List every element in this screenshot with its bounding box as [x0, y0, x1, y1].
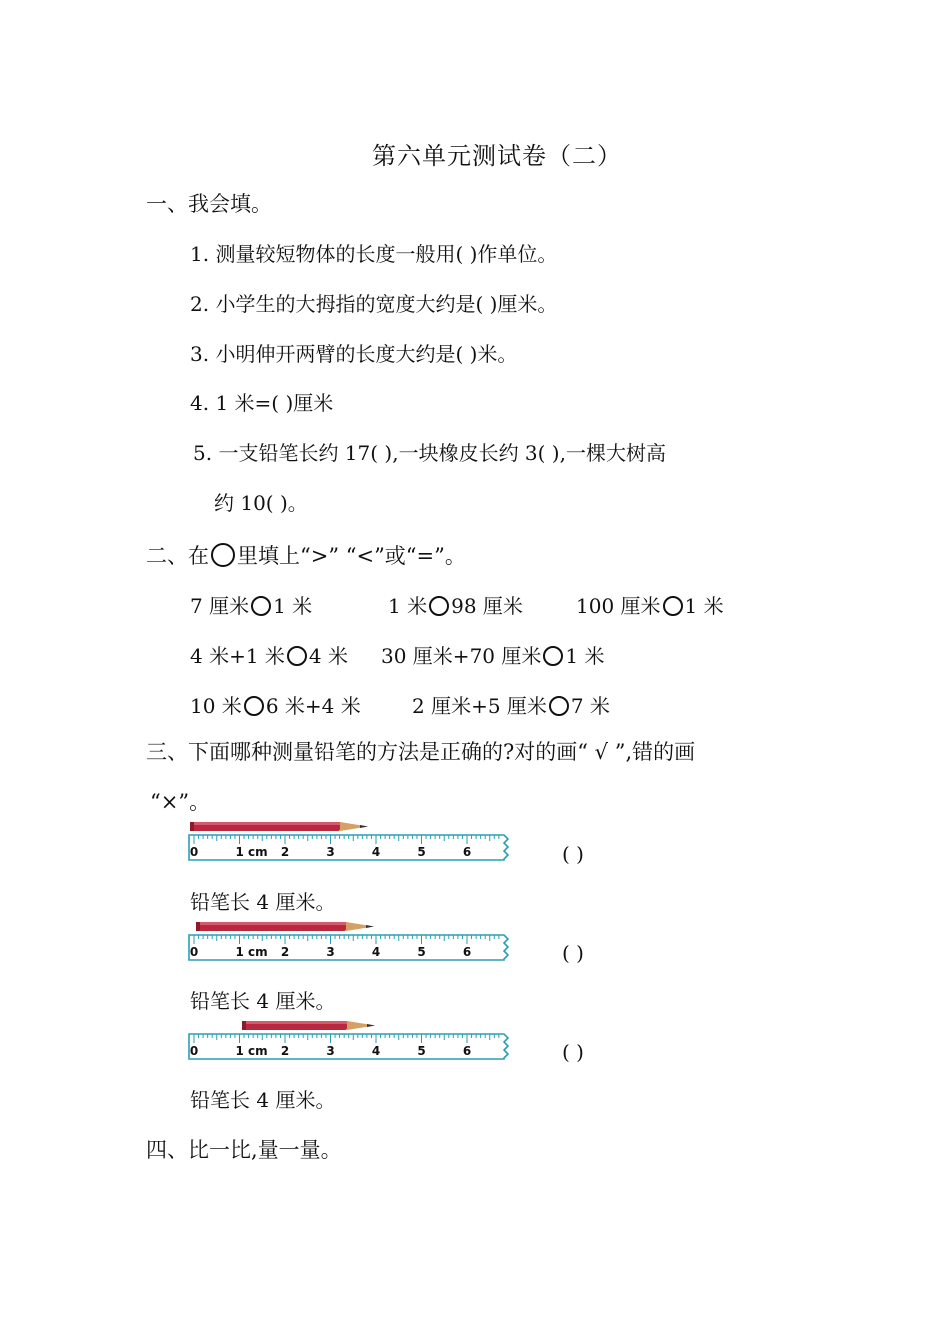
answer-circle[interactable]	[543, 646, 563, 666]
section3-heading: 三、下面哪种测量铅笔的方法是正确的?对的画“ √ ”,错的画	[146, 740, 696, 764]
answer-circle[interactable]	[287, 646, 307, 666]
compare-left: 1 米	[388, 594, 428, 618]
caption-3: 铅笔长 4 厘米。	[190, 1088, 336, 1112]
section1-heading: 一、我会填。	[146, 192, 272, 216]
compare-right: 98 厘米	[451, 594, 523, 618]
ruler-label: 1 cm	[235, 1044, 268, 1058]
answer-circle[interactable]	[251, 596, 271, 616]
compare-item	[190, 640, 348, 669]
ruler-label: 5	[417, 845, 426, 859]
ruler-label: 5	[417, 945, 426, 959]
answer-paren-2[interactable]: ( )	[562, 941, 584, 965]
ruler-label: 6	[462, 845, 472, 859]
compare-item	[381, 640, 604, 669]
ruler-label: 0	[189, 845, 199, 859]
ruler-label: 5	[417, 1044, 426, 1058]
ruler	[189, 935, 508, 960]
answer-paren-1[interactable]: ( )	[562, 842, 584, 866]
page-title: 第六单元测试卷（二）	[372, 142, 622, 170]
compare-left: 4 米+1 米	[190, 644, 285, 668]
section2-heading-pre: 二、在	[146, 544, 209, 568]
compare-item	[190, 590, 312, 619]
question-1: 1. 测量较短物体的长度一般用( )作单位。	[190, 242, 558, 266]
ruler-label: 6	[462, 1044, 472, 1058]
ruler-label: 2	[280, 1044, 290, 1058]
answer-circle[interactable]	[663, 596, 683, 616]
ruler-label: 0	[189, 945, 199, 959]
ruler-pencil-svg	[186, 918, 516, 964]
answer-circle[interactable]	[549, 696, 569, 716]
section4-heading: 四、比一比,量一量。	[146, 1138, 342, 1162]
question-5-line1: 5. 一支铅笔长约 17( ),一块橡皮长约 3( ),一棵大树高	[193, 441, 666, 465]
compare-left: 100 厘米	[576, 594, 661, 618]
ruler-figure-2	[186, 918, 516, 964]
caption-2: 铅笔长 4 厘米。	[190, 989, 336, 1013]
answer-circle[interactable]	[429, 596, 449, 616]
compare-right: 6 米+4 米	[265, 694, 361, 718]
compare-item	[576, 590, 724, 619]
compare-right: 4 米	[308, 644, 349, 668]
compare-item	[190, 690, 361, 719]
section2-heading-post: 里填上“>” “<”或“=”。	[237, 544, 466, 568]
ruler-label: 4	[371, 845, 381, 859]
question-3: 3. 小明伸开两臂的长度大约是( )米。	[190, 342, 518, 366]
caption-1: 铅笔长 4 厘米。	[190, 890, 336, 914]
compare-left: 2 厘米+5 厘米	[412, 694, 547, 718]
ruler-label: 4	[371, 945, 381, 959]
ruler-label: 1 cm	[235, 845, 268, 859]
ruler-label: 6	[462, 945, 472, 959]
answer-circle[interactable]	[244, 696, 264, 716]
ruler-pencil-svg	[186, 1017, 516, 1063]
ruler-figure-1	[186, 818, 516, 864]
ruler-label: 1 cm	[235, 945, 268, 959]
compare-item	[388, 590, 523, 619]
pencil	[190, 822, 368, 831]
compare-item	[412, 690, 610, 719]
section3-heading-cont: “×”。	[150, 790, 211, 814]
ruler-pencil-svg	[186, 818, 516, 864]
compare-right: 1 米	[565, 644, 605, 668]
ruler-label: 4	[371, 1044, 381, 1058]
pencil	[196, 922, 374, 931]
ruler-label: 2	[280, 945, 290, 959]
compare-right: 1 米	[273, 594, 313, 618]
compare-left: 30 厘米+70 厘米	[381, 644, 542, 668]
section2-heading	[146, 540, 466, 570]
compare-right: 1 米	[684, 594, 724, 618]
compare-left: 10 米	[190, 694, 242, 718]
question-2: 2. 小学生的大拇指的宽度大约是( )厘米。	[190, 292, 558, 316]
ruler-label: 0	[189, 1044, 199, 1058]
circle-icon	[211, 543, 235, 567]
question-4: 4. 1 米=( )厘米	[190, 391, 334, 415]
ruler-label: 2	[280, 845, 290, 859]
question-5-line2: 约 10( )。	[214, 491, 308, 515]
compare-right: 7 米	[570, 694, 611, 718]
ruler-label: 3	[326, 1044, 335, 1058]
compare-left: 7 厘米	[190, 594, 250, 618]
answer-paren-3[interactable]: ( )	[562, 1040, 584, 1064]
pencil	[242, 1021, 375, 1030]
ruler	[189, 1034, 508, 1059]
ruler-label: 3	[326, 845, 335, 859]
ruler-figure-3	[186, 1017, 516, 1063]
ruler-label: 3	[326, 945, 335, 959]
ruler	[189, 835, 508, 860]
